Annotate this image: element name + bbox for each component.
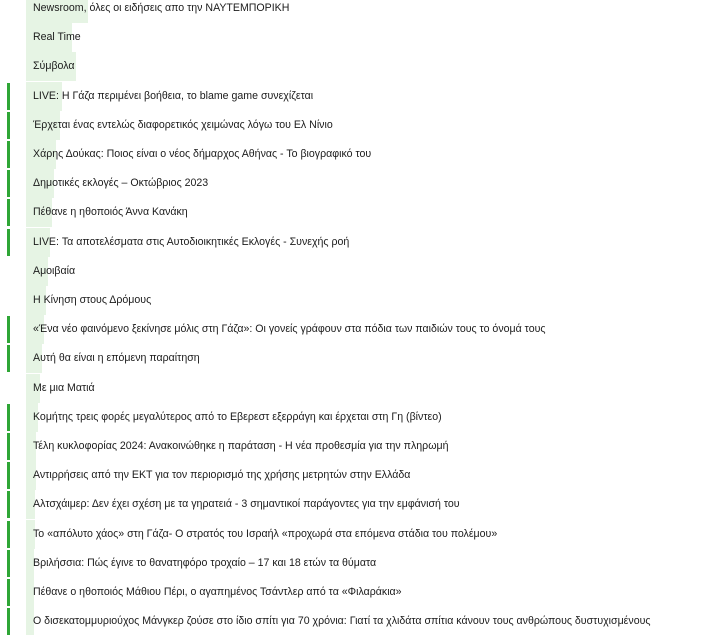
list-item-link[interactable]: Χάρης Δούκας: Ποιος είναι ο νέος δήμαρχος Αθήνας - Το βιογραφικό του [33,148,372,160]
list-item[interactable] [0,403,703,432]
list-item-link[interactable]: Με μια Ματιά [33,381,95,394]
list-item-link[interactable]: Το «απόλυτο χάος» στη Γάζα- Ο στρατός του Ισραήλ «προχωρά στα επόμενα στάδια του πολέμου» [33,527,498,540]
list-item-link[interactable]: Τέλη κυκλοφορίας 2024: Ανακοινώθηκε η παράταση - Η νέα προθεσμία για την πληρωμή [33,440,449,452]
list-item[interactable] [0,52,703,81]
green-accent-bar [7,550,10,577]
green-accent-bar [7,83,10,110]
green-accent-bar [7,199,10,226]
green-accent-bar [7,141,10,168]
list-item-link[interactable]: Ο δισεκατομμυριούχος Μάνγκερ ζούσε στο ίδιο σπίτι για 70 χρόνια: Γιατί τα χλιδάτα σπίτια κάνουν τους ανθρώπους δυστυχισμένους [33,615,651,628]
list-item-link[interactable]: Η Κίνηση στους Δρόμους [33,294,152,306]
list-item[interactable] [0,228,703,257]
list-item[interactable] [0,374,703,403]
list-item-link[interactable]: Πέθανε ο ηθοποιός Μάθιου Πέρι, ο αγαπημένος Τσάντλερ από τα «Φιλαράκια» [33,586,402,598]
list-item[interactable] [0,490,703,519]
green-accent-bar [7,112,10,139]
list-item-link[interactable]: Σύμβολα [33,60,75,73]
list-item-link[interactable]: LIVE: Η Γάζα περιμένει βοήθεια, το blame game συνεχίζεται [33,89,314,102]
list-item[interactable] [0,286,703,315]
list-item[interactable] [0,578,703,607]
list-item[interactable] [0,607,703,635]
list-item-link[interactable]: Κομήτης τρεις φορές μεγαλύτερος από το Εβερεστ εξερράγη και έρχεται στη Γη (βίντεο) [33,410,442,423]
list-item-link[interactable]: Αλτσχάιμερ: Δεν έχει σχέση με τα γηρατειά - 3 σημαντικοί παράγοντες για την εμφάνισή του [33,498,460,511]
list-item[interactable] [0,198,703,227]
green-accent-bar [7,521,10,548]
green-accent-bar [7,491,10,518]
list-item-link[interactable]: Δημοτικές εκλογές – Οκτώβριος 2023 [33,177,209,190]
green-accent-bar [7,170,10,197]
list-item[interactable] [0,257,703,286]
list-item-link[interactable]: Έρχεται ένας εντελώς διαφορετικός χειμώνας λόγω του Ελ Νίνιο [33,118,333,131]
list-item[interactable] [0,23,703,52]
list-item[interactable] [0,549,703,578]
list-item-link[interactable]: «Ένα νέο φαινόμενο ξεκίνησε μόλις στη Γάζα»: Οι γονείς γράφουν στα πόδια των παιδιών τους το όνομά τους [33,323,546,336]
green-accent-bar [7,404,10,431]
list-item[interactable] [0,169,703,198]
list-item-link[interactable]: Βριλήσσια: Πώς έγινε το θανατηφόρο τροχαίο – 17 και 18 ετών τα θύματα [33,556,377,569]
list-item-link[interactable]: Πέθανε η ηθοποιός Άννα Κανάκη [33,206,188,219]
list-item[interactable] [0,520,703,549]
list-item-link[interactable]: Αντιρρήσεις από την ΕΚΤ για τον περιορισμό της χρήσης μετρητών στην Ελλάδα [33,469,411,482]
list-item-link[interactable]: LIVE: Τα αποτελέσματα στις Αυτοδιοικητικές Εκλογές - Συνεχής ροή [33,235,350,248]
green-accent-bar [7,316,10,343]
list-item[interactable] [0,111,703,140]
list-item-link[interactable]: Αυτή θα είναι η επόμενη παραίτηση [33,352,200,365]
list-item[interactable] [0,461,703,490]
list-item-link[interactable]: Real Time [33,31,81,44]
list-item-link[interactable]: Newsroom, όλες οι ειδήσεις απο την ΝΑΥΤΕΜΠΟΡΙΚΗ [33,2,290,14]
list-item-link[interactable]: Αμοιβαία [33,264,76,277]
list-item[interactable] [0,82,703,111]
green-accent-bar [7,579,10,606]
green-accent-bar [7,229,10,256]
green-accent-bar [7,608,10,635]
list-item[interactable] [0,0,703,23]
green-accent-bar [7,345,10,372]
list-item[interactable] [0,432,703,461]
green-accent-bar [7,462,10,489]
list-item[interactable] [0,140,703,169]
list-item[interactable] [0,344,703,373]
green-accent-bar [7,433,10,460]
list-item[interactable] [0,315,703,344]
